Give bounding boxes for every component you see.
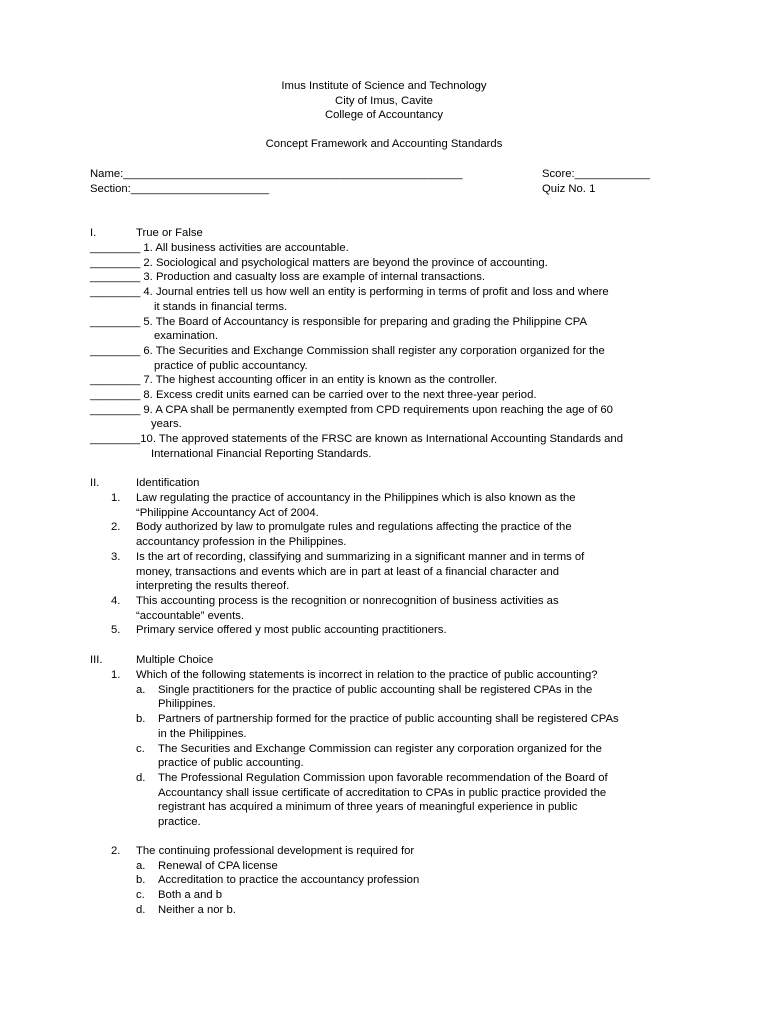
mc-option-letter: b. (136, 874, 146, 887)
mc-option-text: Renewal of CPA license (158, 859, 278, 872)
mc-option-letter: d. (136, 903, 146, 916)
identification-item-text: “Philippine Accountancy Act of 2004. (136, 506, 319, 519)
section-title-multiple-choice: Multiple Choice (136, 654, 214, 666)
name-field: Name:______________________________________________________ (90, 168, 463, 180)
tf-item: ________10. The approved statements of the FRSC are known as International Accounting Standards and (90, 433, 623, 446)
identification-item-text: accountancy profession in the Philippines. (136, 536, 347, 549)
section-title-true-false: True or False (136, 227, 203, 239)
quiz-number: Quiz No. 1 (542, 183, 596, 195)
mc-question-text: The continuing professional development is required for (136, 845, 415, 857)
mc-question-number: 1. (111, 669, 121, 681)
mc-option-text: practice. (158, 816, 201, 828)
mc-option-letter: c. (136, 889, 145, 902)
mc-option-text: Philippines. (158, 698, 216, 711)
identification-item-number: 3. (111, 550, 121, 563)
tf-item-continuation: examination. (154, 330, 219, 343)
mc-option-text: Both a and b (158, 889, 223, 902)
mc-option-letter: c. (136, 742, 145, 755)
identification-item-number: 5. (111, 624, 121, 637)
tf-item: ________ 9. A CPA shall be permanently exempted from CPD requirements upon reaching the age of 60 (90, 403, 613, 416)
tf-item: ________ 7. The highest accounting officer in an entity is known as the controller. (90, 374, 498, 387)
tf-item: ________ 1. All business activities are accountable. (90, 242, 349, 254)
mc-option-letter: a. (136, 683, 146, 696)
identification-item-text: Is the art of recording, classifying and summarizing in a significant manner and in terms of (136, 550, 585, 563)
identification-item-text: money, transactions and events which are in part at least of a financial character and (136, 565, 560, 578)
mc-option-text: Partners of partnership formed for the practice of public accounting shall be registered CPAs (158, 713, 619, 726)
tf-item: ________ 8. Excess credit units earned can be carried over to the next three-year period. (90, 389, 537, 401)
section-numeral-ii: II. (90, 477, 100, 489)
quiz-title: Concept Framework and Accounting Standards (265, 138, 503, 150)
tf-item: ________ 6. The Securities and Exchange Commission shall register any corporation organized for the (90, 344, 605, 357)
institution-name: Imus Institute of Science and Technology (281, 80, 487, 92)
identification-item-text: Law regulating the practice of accountancy in the Philippines which is also known as the (136, 492, 576, 504)
mc-option-text: registrant has acquired a minimum of three years of meaningful experience in public (158, 801, 578, 814)
section-title-identification: Identification (136, 477, 200, 489)
tf-item-continuation: International Financial Reporting Standards. (151, 447, 372, 460)
tf-item: ________ 4. Journal entries tell us how well an entity is performing in terms of profit and loss and where (90, 286, 609, 299)
document-header (0, 79, 768, 123)
mc-option-text: Accreditation to practice the accountancy profession (158, 874, 420, 887)
tf-item: ________ 5. The Board of Accountancy is responsible for preparing and grading the Philippine CPA (90, 315, 587, 328)
identification-item-text: Primary service offered y most public accounting practitioners. (136, 624, 447, 637)
mc-option-text: Neither a nor b. (158, 903, 236, 916)
section-numeral-i: I. (90, 227, 97, 239)
identification-item-number: 1. (111, 492, 121, 504)
identification-item-text: This accounting process is the recognition or nonrecognition of business activities as (136, 594, 559, 607)
identification-item-text: “accountable” events. (136, 609, 245, 622)
mc-option-text: The Securities and Exchange Commission can register any corporation organized for the (158, 742, 602, 755)
mc-option-text: Accountancy shall issue certificate of accreditation to CPAs in public practice provided the (158, 786, 607, 799)
city-name: City of Imus, Cavite (335, 94, 433, 107)
tf-item-continuation: practice of public accountancy. (154, 359, 308, 372)
mc-option-text: Single practitioners for the practice of public accounting shall be registered CPAs in the (158, 683, 593, 696)
section-numeral-iii: III. (90, 654, 103, 666)
tf-item: ________ 2. Sociological and psychological matters are beyond the province of accounting. (90, 256, 548, 269)
college-name: College of Accountancy (324, 109, 444, 122)
tf-item: ________ 3. Production and casualty loss are example of internal transactions. (90, 271, 486, 284)
mc-option-letter: b. (136, 713, 146, 726)
identification-item-text: interpreting the results thereof. (136, 580, 290, 593)
tf-item-continuation: years. (151, 418, 182, 431)
identification-item-text: Body authorized by law to promulgate rules and regulations affecting the practice of the (136, 521, 572, 534)
mc-question-text: Which of the following statements is incorrect in relation to the practice of public accounting? (136, 669, 598, 681)
identification-item-number: 2. (111, 521, 121, 534)
identification-item-number: 4. (111, 594, 121, 607)
tf-item-continuation: it stands in financial terms. (154, 300, 288, 313)
mc-option-letter: d. (136, 771, 146, 784)
mc-option-text: The Professional Regulation Commission upon favorable recommendation of the Board of (158, 771, 608, 784)
mc-option-text: in the Philippines. (158, 727, 247, 740)
section-field: Section:______________________ (90, 183, 270, 195)
mc-question-number: 2. (111, 845, 121, 857)
score-field: Score:____________ (542, 168, 651, 180)
mc-option-text: practice of public accounting. (158, 757, 304, 770)
mc-option-letter: a. (136, 859, 146, 872)
